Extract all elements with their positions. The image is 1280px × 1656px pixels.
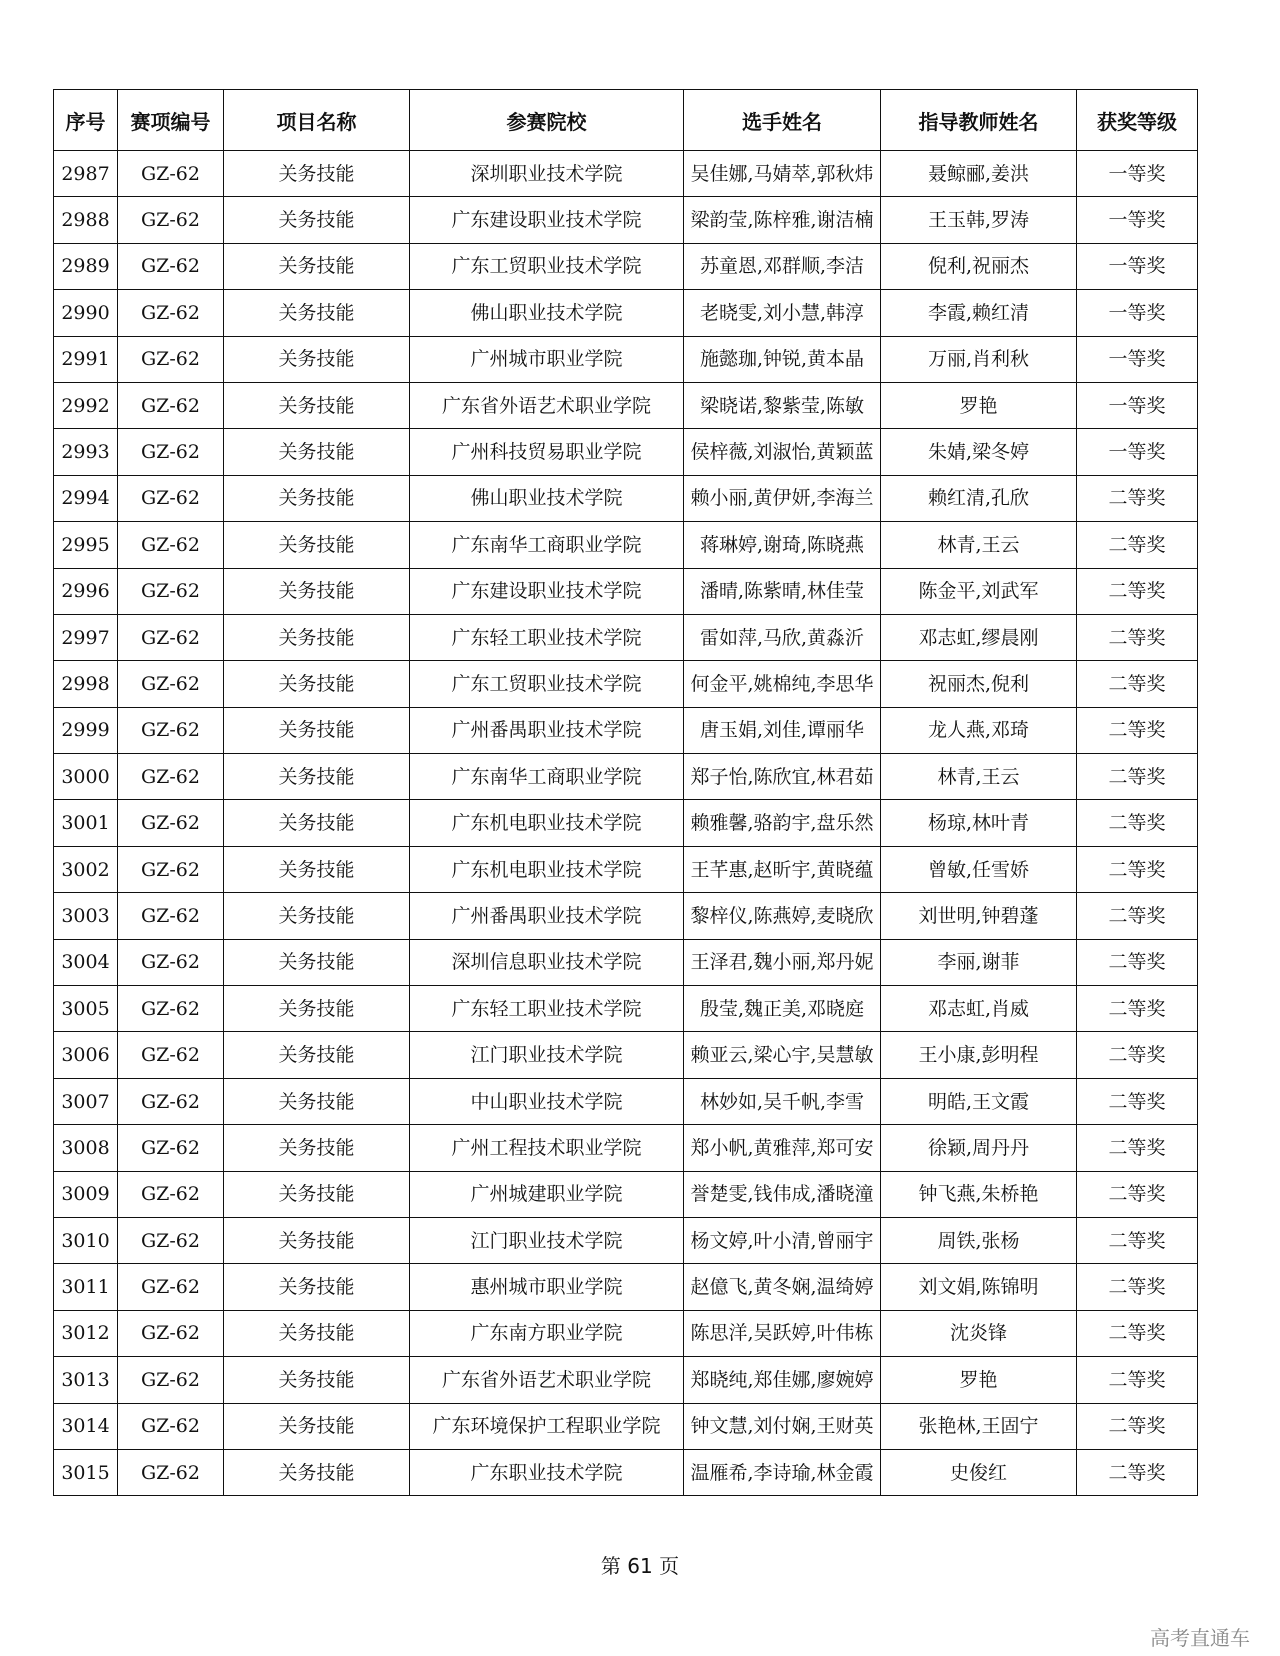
award-level-cell: 二等奖 bbox=[1077, 614, 1198, 660]
contestants-text: 何金平,姚棉纯,李思华 bbox=[690, 672, 874, 695]
award-level-cell: 二等奖 bbox=[1077, 568, 1198, 614]
contestants-text: 温雁希,李诗瑜,林金霞 bbox=[690, 1461, 874, 1484]
event-code-cell: GZ-62 bbox=[118, 1217, 224, 1263]
instructors-cell: 朱婧,梁冬婷 bbox=[881, 429, 1077, 475]
header-serial: 序号 bbox=[54, 90, 118, 151]
school-cell: 广东机电职业技术学院 bbox=[410, 800, 684, 846]
contestants-text: 陈思洋,吴跃婷,叶伟栋 bbox=[690, 1322, 874, 1345]
award-level-cell: 二等奖 bbox=[1077, 1357, 1198, 1403]
award-level-cell: 一等奖 bbox=[1077, 336, 1198, 382]
instructors-cell: 李霞,赖红清 bbox=[881, 290, 1077, 336]
table-body bbox=[54, 151, 1198, 1496]
table-row bbox=[54, 893, 1198, 939]
award-level-cell: 二等奖 bbox=[1077, 1264, 1198, 1310]
event-code-cell: GZ-62 bbox=[118, 151, 224, 197]
contestants-text: 郑晓纯,郑佳娜,廖婉婷 bbox=[690, 1368, 874, 1391]
award-level-cell: 一等奖 bbox=[1077, 290, 1198, 336]
school-cell: 广州工程技术职业学院 bbox=[410, 1125, 684, 1171]
contestants-cell bbox=[684, 1310, 881, 1356]
contestants-cell bbox=[684, 290, 881, 336]
event-code-cell: GZ-62 bbox=[118, 1357, 224, 1403]
table-row bbox=[54, 243, 1198, 289]
serial-cell: 2995 bbox=[54, 522, 118, 568]
contestants-cell bbox=[684, 614, 881, 660]
serial-cell: 3003 bbox=[54, 893, 118, 939]
contestants-cell bbox=[684, 1217, 881, 1263]
serial-cell: 2993 bbox=[54, 429, 118, 475]
award-level-cell: 一等奖 bbox=[1077, 151, 1198, 197]
event-code-cell: GZ-62 bbox=[118, 1449, 224, 1495]
serial-cell: 3007 bbox=[54, 1078, 118, 1124]
project-name-cell: 关务技能 bbox=[224, 522, 410, 568]
school-cell: 广州城建职业学院 bbox=[410, 1171, 684, 1217]
serial-cell: 3010 bbox=[54, 1217, 118, 1263]
school-cell: 广东南华工商职业学院 bbox=[410, 522, 684, 568]
contestants-text: 老晓雯,刘小慧,韩淳 bbox=[699, 301, 865, 324]
table-row bbox=[54, 939, 1198, 985]
serial-cell: 3015 bbox=[54, 1449, 118, 1495]
school-cell: 广东工贸职业技术学院 bbox=[410, 243, 684, 289]
table-row bbox=[54, 846, 1198, 892]
project-name-cell: 关务技能 bbox=[224, 151, 410, 197]
instructors-cell: 聂鲸郦,姜洪 bbox=[881, 151, 1077, 197]
instructors-cell: 罗艳 bbox=[881, 1357, 1077, 1403]
event-code-cell: GZ-62 bbox=[118, 1264, 224, 1310]
project-name-cell: 关务技能 bbox=[224, 197, 410, 243]
award-level-cell: 二等奖 bbox=[1077, 1403, 1198, 1449]
contestants-cell bbox=[684, 568, 881, 614]
award-level-cell: 二等奖 bbox=[1077, 986, 1198, 1032]
instructors-cell: 张艳林,王固宁 bbox=[881, 1403, 1077, 1449]
instructors-cell: 沈炎锋 bbox=[881, 1310, 1077, 1356]
serial-cell: 2999 bbox=[54, 707, 118, 753]
school-cell: 广东省外语艺术职业学院 bbox=[410, 1357, 684, 1403]
contestants-text: 施懿珈,钟锐,黄本晶 bbox=[699, 348, 865, 371]
award-level-cell: 二等奖 bbox=[1077, 800, 1198, 846]
serial-cell: 2988 bbox=[54, 197, 118, 243]
event-code-cell: GZ-62 bbox=[118, 661, 224, 707]
header-award-level: 获奖等级 bbox=[1077, 90, 1198, 151]
project-name-cell: 关务技能 bbox=[224, 1078, 410, 1124]
table-row bbox=[54, 707, 1198, 753]
event-code-cell: GZ-62 bbox=[118, 939, 224, 985]
project-name-cell: 关务技能 bbox=[224, 614, 410, 660]
table-row bbox=[54, 661, 1198, 707]
table-row bbox=[54, 151, 1198, 197]
serial-cell: 2989 bbox=[54, 243, 118, 289]
contestants-cell bbox=[684, 1078, 881, 1124]
serial-cell: 3011 bbox=[54, 1264, 118, 1310]
instructors-cell: 李丽,谢菲 bbox=[881, 939, 1077, 985]
instructors-cell: 明皓,王文霞 bbox=[881, 1078, 1077, 1124]
award-table bbox=[53, 89, 1198, 1496]
instructors-cell: 赖红清,孔欣 bbox=[881, 475, 1077, 521]
event-code-cell: GZ-62 bbox=[118, 336, 224, 382]
school-cell: 广州番禺职业技术学院 bbox=[410, 707, 684, 753]
serial-cell: 3013 bbox=[54, 1357, 118, 1403]
project-name-cell: 关务技能 bbox=[224, 661, 410, 707]
table-row bbox=[54, 986, 1198, 1032]
serial-cell: 2992 bbox=[54, 382, 118, 428]
contestants-cell bbox=[684, 197, 881, 243]
table-row bbox=[54, 1403, 1198, 1449]
project-name-cell: 关务技能 bbox=[224, 475, 410, 521]
school-cell: 佛山职业技术学院 bbox=[410, 290, 684, 336]
event-code-cell: GZ-62 bbox=[118, 1078, 224, 1124]
event-code-cell: GZ-62 bbox=[118, 846, 224, 892]
school-cell: 广东机电职业技术学院 bbox=[410, 846, 684, 892]
table-row bbox=[54, 568, 1198, 614]
instructors-cell: 钟飞燕,朱桥艳 bbox=[881, 1171, 1077, 1217]
serial-cell: 3006 bbox=[54, 1032, 118, 1078]
table-row bbox=[54, 1032, 1198, 1078]
school-cell: 广东建设职业技术学院 bbox=[410, 197, 684, 243]
award-level-cell: 二等奖 bbox=[1077, 707, 1198, 753]
contestants-text: 誉楚雯,钱伟成,潘晓潼 bbox=[690, 1183, 874, 1206]
instructors-cell: 王小康,彭明程 bbox=[881, 1032, 1077, 1078]
contestants-cell bbox=[684, 986, 881, 1032]
contestants-text: 吴佳娜,马婧萃,郭秋炜 bbox=[690, 162, 874, 185]
watermark: 高考直通车 bbox=[1150, 1626, 1250, 1650]
contestants-cell bbox=[684, 1125, 881, 1171]
event-code-cell: GZ-62 bbox=[118, 1171, 224, 1217]
award-level-cell: 二等奖 bbox=[1077, 1217, 1198, 1263]
instructors-cell: 徐颖,周丹丹 bbox=[881, 1125, 1077, 1171]
header-row bbox=[54, 90, 1198, 151]
instructors-cell: 邓志虹,肖威 bbox=[881, 986, 1077, 1032]
serial-cell: 2996 bbox=[54, 568, 118, 614]
school-cell: 广东职业技术学院 bbox=[410, 1449, 684, 1495]
project-name-cell: 关务技能 bbox=[224, 429, 410, 475]
project-name-cell: 关务技能 bbox=[224, 986, 410, 1032]
page-number: 第 61 页 bbox=[600, 1554, 680, 1578]
event-code-cell: GZ-62 bbox=[118, 754, 224, 800]
award-level-cell: 二等奖 bbox=[1077, 1032, 1198, 1078]
contestants-cell bbox=[684, 336, 881, 382]
award-level-cell: 一等奖 bbox=[1077, 197, 1198, 243]
school-cell: 广东南方职业学院 bbox=[410, 1310, 684, 1356]
instructors-cell: 王玉韩,罗涛 bbox=[881, 197, 1077, 243]
header-school: 参赛院校 bbox=[410, 90, 684, 151]
school-cell: 广东环境保护工程职业学院 bbox=[410, 1403, 684, 1449]
header-project-name: 项目名称 bbox=[224, 90, 410, 151]
table-row bbox=[54, 1078, 1198, 1124]
serial-cell: 3002 bbox=[54, 846, 118, 892]
contestants-cell bbox=[684, 1171, 881, 1217]
project-name-cell: 关务技能 bbox=[224, 1217, 410, 1263]
school-cell: 深圳职业技术学院 bbox=[410, 151, 684, 197]
contestants-cell bbox=[684, 1264, 881, 1310]
event-code-cell: GZ-62 bbox=[118, 1403, 224, 1449]
contestants-text: 雷如萍,马欣,黄淼沂 bbox=[699, 626, 865, 649]
serial-cell: 3005 bbox=[54, 986, 118, 1032]
event-code-cell: GZ-62 bbox=[118, 382, 224, 428]
serial-cell: 3001 bbox=[54, 800, 118, 846]
contestants-cell bbox=[684, 707, 881, 753]
school-cell: 广东南华工商职业学院 bbox=[410, 754, 684, 800]
project-name-cell: 关务技能 bbox=[224, 1032, 410, 1078]
award-level-cell: 二等奖 bbox=[1077, 1125, 1198, 1171]
school-cell: 广东轻工职业技术学院 bbox=[410, 986, 684, 1032]
award-level-cell: 二等奖 bbox=[1077, 1171, 1198, 1217]
school-cell: 佛山职业技术学院 bbox=[410, 475, 684, 521]
event-code-cell: GZ-62 bbox=[118, 290, 224, 336]
project-name-cell: 关务技能 bbox=[224, 336, 410, 382]
project-name-cell: 关务技能 bbox=[224, 1171, 410, 1217]
table-row bbox=[54, 1171, 1198, 1217]
contestants-cell bbox=[684, 522, 881, 568]
award-level-cell: 一等奖 bbox=[1077, 243, 1198, 289]
school-cell: 广州城市职业学院 bbox=[410, 336, 684, 382]
school-cell: 广东省外语艺术职业学院 bbox=[410, 382, 684, 428]
event-code-cell: GZ-62 bbox=[118, 243, 224, 289]
award-level-cell: 一等奖 bbox=[1077, 429, 1198, 475]
instructors-cell: 曾敏,任雪娇 bbox=[881, 846, 1077, 892]
instructors-cell: 倪利,祝丽杰 bbox=[881, 243, 1077, 289]
contestants-text: 钟文慧,刘付娴,王财英 bbox=[690, 1415, 874, 1438]
event-code-cell: GZ-62 bbox=[118, 893, 224, 939]
contestants-text: 赖亚云,梁心宇,吴慧敏 bbox=[690, 1044, 874, 1067]
project-name-cell: 关务技能 bbox=[224, 1403, 410, 1449]
serial-cell: 3014 bbox=[54, 1403, 118, 1449]
project-name-cell: 关务技能 bbox=[224, 243, 410, 289]
event-code-cell: GZ-62 bbox=[118, 197, 224, 243]
contestants-text: 郑小帆,黄雅萍,郑可安 bbox=[690, 1136, 874, 1159]
serial-cell: 3008 bbox=[54, 1125, 118, 1171]
serial-cell: 3000 bbox=[54, 754, 118, 800]
contestants-cell bbox=[684, 1403, 881, 1449]
contestants-cell bbox=[684, 475, 881, 521]
contestants-text: 潘晴,陈紫晴,林佳莹 bbox=[699, 580, 865, 603]
contestants-text: 赖小丽,黄伊妍,李海兰 bbox=[690, 487, 874, 510]
contestants-text: 殷莹,魏正美,邓晓庭 bbox=[699, 997, 865, 1020]
project-name-cell: 关务技能 bbox=[224, 568, 410, 614]
table-row bbox=[54, 475, 1198, 521]
contestants-text: 梁晓诺,黎紫莹,陈敏 bbox=[699, 394, 865, 417]
project-name-cell: 关务技能 bbox=[224, 893, 410, 939]
event-code-cell: GZ-62 bbox=[118, 707, 224, 753]
table-row bbox=[54, 1264, 1198, 1310]
serial-cell: 3012 bbox=[54, 1310, 118, 1356]
contestants-text: 林妙如,吴千帆,李雪 bbox=[699, 1090, 865, 1113]
event-code-cell: GZ-62 bbox=[118, 800, 224, 846]
school-cell: 中山职业技术学院 bbox=[410, 1078, 684, 1124]
serial-cell: 2997 bbox=[54, 614, 118, 660]
contestants-cell bbox=[684, 1032, 881, 1078]
contestants-cell bbox=[684, 243, 881, 289]
instructors-cell: 林青,王云 bbox=[881, 754, 1077, 800]
project-name-cell: 关务技能 bbox=[224, 1264, 410, 1310]
instructors-cell: 史俊红 bbox=[881, 1449, 1077, 1495]
event-code-cell: GZ-62 bbox=[118, 568, 224, 614]
school-cell: 广州番禺职业技术学院 bbox=[410, 893, 684, 939]
table-row bbox=[54, 382, 1198, 428]
award-level-cell: 二等奖 bbox=[1077, 1449, 1198, 1495]
table-row bbox=[54, 336, 1198, 382]
table-row bbox=[54, 1310, 1198, 1356]
contestants-cell bbox=[684, 754, 881, 800]
contestants-text: 杨文婷,叶小清,曾丽宇 bbox=[690, 1229, 874, 1252]
contestants-cell bbox=[684, 893, 881, 939]
header-contestants: 选手姓名 bbox=[684, 90, 881, 151]
school-cell: 江门职业技术学院 bbox=[410, 1032, 684, 1078]
table-row bbox=[54, 429, 1198, 475]
table-row bbox=[54, 522, 1198, 568]
project-name-cell: 关务技能 bbox=[224, 1310, 410, 1356]
event-code-cell: GZ-62 bbox=[118, 1310, 224, 1356]
project-name-cell: 关务技能 bbox=[224, 1357, 410, 1403]
event-code-cell: GZ-62 bbox=[118, 1125, 224, 1171]
header-event-code: 赛项编号 bbox=[118, 90, 224, 151]
instructors-cell: 龙人燕,邓琦 bbox=[881, 707, 1077, 753]
serial-cell: 2987 bbox=[54, 151, 118, 197]
contestants-text: 黎梓仪,陈燕婷,麦晓欣 bbox=[690, 904, 874, 927]
school-cell: 广东工贸职业技术学院 bbox=[410, 661, 684, 707]
award-level-cell: 二等奖 bbox=[1077, 661, 1198, 707]
award-level-cell: 二等奖 bbox=[1077, 939, 1198, 985]
contestants-cell bbox=[684, 939, 881, 985]
instructors-cell: 刘世明,钟碧蓬 bbox=[881, 893, 1077, 939]
serial-cell: 3009 bbox=[54, 1171, 118, 1217]
project-name-cell: 关务技能 bbox=[224, 382, 410, 428]
table-row bbox=[54, 1217, 1198, 1263]
contestants-text: 唐玉娟,刘佳,谭丽华 bbox=[699, 719, 865, 742]
instructors-cell: 刘文娟,陈锦明 bbox=[881, 1264, 1077, 1310]
instructors-cell: 祝丽杰,倪利 bbox=[881, 661, 1077, 707]
contestants-text: 王泽君,魏小丽,郑丹妮 bbox=[690, 951, 874, 974]
instructors-cell: 邓志虹,缪晨刚 bbox=[881, 614, 1077, 660]
table-row bbox=[54, 1449, 1198, 1495]
contestants-text: 蒋琳婷,谢琦,陈晓燕 bbox=[699, 533, 865, 556]
contestants-text: 梁韵莹,陈梓雅,谢洁楠 bbox=[690, 209, 874, 232]
contestants-text: 赖雅馨,骆韵宇,盘乐然 bbox=[690, 812, 874, 835]
award-level-cell: 二等奖 bbox=[1077, 893, 1198, 939]
school-cell: 广东建设职业技术学院 bbox=[410, 568, 684, 614]
instructors-cell: 林青,王云 bbox=[881, 522, 1077, 568]
award-level-cell: 二等奖 bbox=[1077, 754, 1198, 800]
table-row bbox=[54, 1357, 1198, 1403]
project-name-cell: 关务技能 bbox=[224, 846, 410, 892]
table-row bbox=[54, 290, 1198, 336]
serial-cell: 2990 bbox=[54, 290, 118, 336]
event-code-cell: GZ-62 bbox=[118, 614, 224, 660]
project-name-cell: 关务技能 bbox=[224, 707, 410, 753]
contestants-text: 郑子怡,陈欣宜,林君茹 bbox=[690, 765, 874, 788]
table-row bbox=[54, 614, 1198, 660]
school-cell: 江门职业技术学院 bbox=[410, 1217, 684, 1263]
serial-cell: 2998 bbox=[54, 661, 118, 707]
award-level-cell: 二等奖 bbox=[1077, 1078, 1198, 1124]
award-level-cell: 二等奖 bbox=[1077, 475, 1198, 521]
project-name-cell: 关务技能 bbox=[224, 290, 410, 336]
contestants-cell bbox=[684, 429, 881, 475]
contestants-cell bbox=[684, 382, 881, 428]
instructors-cell: 万丽,肖利秋 bbox=[881, 336, 1077, 382]
contestants-text: 王芊惠,赵昕宇,黄晓蕴 bbox=[690, 858, 874, 881]
table-row bbox=[54, 800, 1198, 846]
contestants-cell bbox=[684, 661, 881, 707]
award-level-cell: 二等奖 bbox=[1077, 846, 1198, 892]
contestants-cell bbox=[684, 151, 881, 197]
contestants-text: 赵億飞,黄冬娴,温绮婷 bbox=[690, 1276, 874, 1299]
contestants-cell bbox=[684, 1357, 881, 1403]
award-level-cell: 二等奖 bbox=[1077, 522, 1198, 568]
contestants-text: 苏童恩,邓群顺,李洁 bbox=[699, 255, 865, 278]
event-code-cell: GZ-62 bbox=[118, 986, 224, 1032]
table-row bbox=[54, 754, 1198, 800]
serial-cell: 2994 bbox=[54, 475, 118, 521]
project-name-cell: 关务技能 bbox=[224, 754, 410, 800]
school-cell: 广州科技贸易职业学院 bbox=[410, 429, 684, 475]
serial-cell: 2991 bbox=[54, 336, 118, 382]
serial-cell: 3004 bbox=[54, 939, 118, 985]
school-cell: 惠州城市职业学院 bbox=[410, 1264, 684, 1310]
contestants-cell bbox=[684, 1449, 881, 1495]
header-instructors: 指导教师姓名 bbox=[881, 90, 1077, 151]
project-name-cell: 关务技能 bbox=[224, 939, 410, 985]
event-code-cell: GZ-62 bbox=[118, 1032, 224, 1078]
instructors-cell: 杨琼,林叶青 bbox=[881, 800, 1077, 846]
contestants-cell bbox=[684, 800, 881, 846]
event-code-cell: GZ-62 bbox=[118, 429, 224, 475]
contestants-cell bbox=[684, 846, 881, 892]
award-level-cell: 一等奖 bbox=[1077, 382, 1198, 428]
contestants-text: 侯梓薇,刘淑怡,黄颖蓝 bbox=[690, 441, 874, 464]
project-name-cell: 关务技能 bbox=[224, 1449, 410, 1495]
table-row bbox=[54, 1125, 1198, 1171]
award-level-cell: 二等奖 bbox=[1077, 1310, 1198, 1356]
school-cell: 深圳信息职业技术学院 bbox=[410, 939, 684, 985]
project-name-cell: 关务技能 bbox=[224, 1125, 410, 1171]
event-code-cell: GZ-62 bbox=[118, 522, 224, 568]
instructors-cell: 周铁,张杨 bbox=[881, 1217, 1077, 1263]
table-row bbox=[54, 197, 1198, 243]
event-code-cell: GZ-62 bbox=[118, 475, 224, 521]
instructors-cell: 罗艳 bbox=[881, 382, 1077, 428]
school-cell: 广东轻工职业技术学院 bbox=[410, 614, 684, 660]
instructors-cell: 陈金平,刘武军 bbox=[881, 568, 1077, 614]
project-name-cell: 关务技能 bbox=[224, 800, 410, 846]
